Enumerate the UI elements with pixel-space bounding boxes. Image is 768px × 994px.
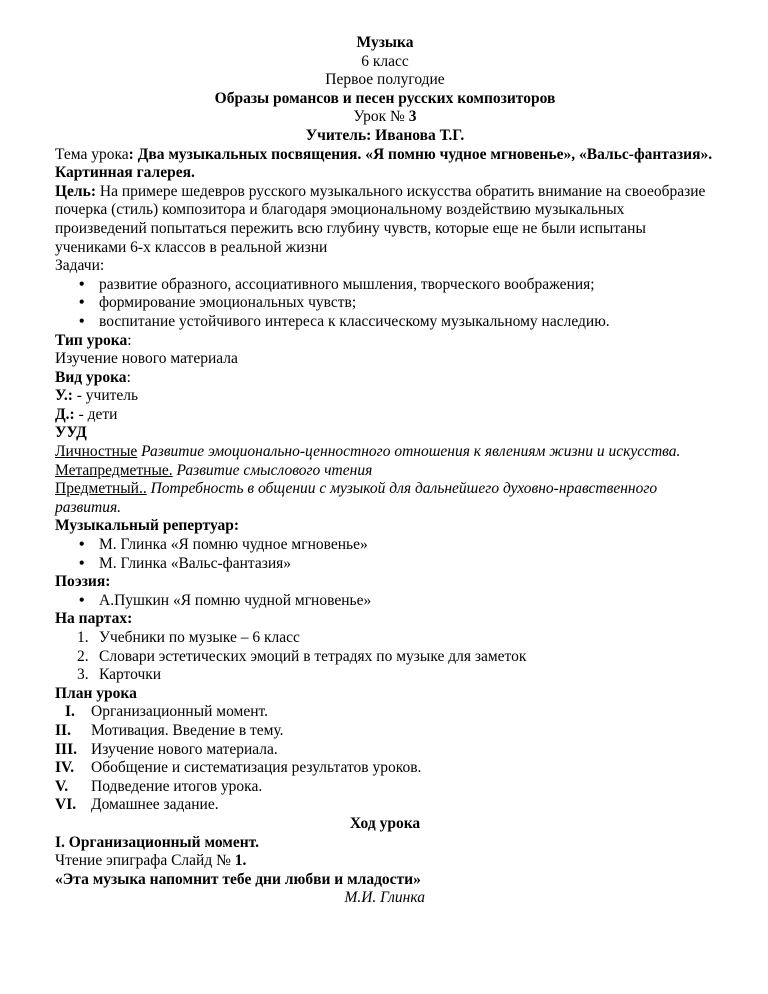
semester: Первое полугодие xyxy=(325,71,445,89)
lesson-number-line xyxy=(55,108,715,127)
list-text: Учебники по музыке – 6 класс xyxy=(99,629,300,646)
list-number: 2. xyxy=(77,647,89,665)
theme-title: Образы романсов и песен русских композиторов xyxy=(214,89,556,107)
list-item: • М. Глинка «Я помню чудное мгновенье» xyxy=(79,536,715,555)
plan-list xyxy=(55,703,715,815)
kids-abbr-value: - дети xyxy=(78,405,118,423)
list-item: • А.Пушкин «Я помню чудной мгновенье» xyxy=(79,592,715,611)
plan-text: Подведение итогов урока. xyxy=(91,777,263,795)
epigraph: «Эта музыка напомнит тебе дни любви и младости» xyxy=(55,870,421,888)
slide-text: Чтение эпиграфа Слайд № xyxy=(55,852,231,870)
uud-subject-text: Потребность в общении с музыкой для дальнейшего духовно-нравственного развития. xyxy=(55,480,658,516)
plan-item xyxy=(55,759,715,778)
tasks-list xyxy=(55,276,715,332)
epigraph-author: М.И. Глинка xyxy=(344,889,425,907)
plan-label: План урока xyxy=(55,684,137,702)
lesson-type-heading: Тип урока: xyxy=(55,331,132,349)
slide-number: 1. xyxy=(234,852,247,870)
list-text: Словари эстетических эмоций в тетрадях по музыке для заметок xyxy=(99,647,527,665)
list-item: • развитие образного, ассоциативного мышления, творческого воображения; xyxy=(79,276,715,295)
plan-number: VI. xyxy=(55,796,77,814)
kids-abbr: Д.: xyxy=(55,405,75,423)
uud-personal xyxy=(55,443,715,462)
list-item: • М. Глинка «Вальс-фантазия» xyxy=(79,555,715,574)
list-text: Карточки xyxy=(99,666,162,684)
uud-subject xyxy=(55,480,715,517)
plan-text: Изучение нового материала. xyxy=(91,740,278,758)
list-item: • воспитание устойчивого интереса к классическому музыкальному наследию. xyxy=(79,313,715,332)
teacher-name: Учитель: Иванова Т.Г. xyxy=(305,126,465,144)
uud-personal-label: Личностные xyxy=(55,443,138,461)
list-number: 3. xyxy=(77,666,89,684)
list-item xyxy=(77,648,715,667)
list-number: 1. xyxy=(77,629,89,646)
uud-personal-text: Развитие эмоционально-ценностного отношения к явлениям жизни и искусства. xyxy=(141,443,681,461)
goal-label: Цель: xyxy=(55,182,96,200)
slide-line xyxy=(55,852,715,871)
lesson-number: 3 xyxy=(408,108,417,126)
plan-number: V. xyxy=(55,777,69,795)
poetry-label: Поэзия: xyxy=(55,573,111,591)
uud-subject-label: Предметный.. xyxy=(55,480,147,498)
uud-meta-label: Метапредметные. xyxy=(55,461,173,479)
grade: 6 класс xyxy=(361,52,409,70)
tasks-label: Задачи: xyxy=(55,257,105,275)
lesson-label: Урок № xyxy=(353,108,405,126)
plan-number: III. xyxy=(55,740,77,758)
desks-list xyxy=(55,629,715,685)
topic-label: Тема урока xyxy=(55,145,129,163)
plan-item xyxy=(55,778,715,797)
uud-meta-text: Развитие смыслового чтения xyxy=(176,461,373,479)
kids-abbr-line xyxy=(55,406,715,425)
list-item xyxy=(77,666,715,685)
plan-text: Обобщение и систематизация результатов уроков. xyxy=(91,759,422,777)
repertoire-label: Музыкальный репертуар: xyxy=(55,517,240,535)
document-page xyxy=(55,34,715,908)
plan-item xyxy=(55,741,715,760)
goal-line xyxy=(55,183,715,257)
uud-label: УУД xyxy=(55,424,87,442)
list-item: • формирование эмоциональных чувств; xyxy=(79,294,715,313)
lesson-type-label: Тип урока xyxy=(55,331,128,349)
progress-section-label: I. Организационный момент. xyxy=(55,833,259,851)
repertoire-list xyxy=(55,536,715,573)
lesson-kind-label: Вид урока xyxy=(55,368,127,386)
plan-item xyxy=(55,703,715,722)
plan-text: Мотивация. Введение в тему. xyxy=(91,721,284,739)
teacher-abbr: У.: xyxy=(55,387,73,405)
teacher-abbr-value: - учитель xyxy=(76,387,139,405)
topic-line: Тема урока: Два музыкальных посвящения. «Я помню чудное мгновенье», «Вальс-фантазия». Картинная галерея. xyxy=(55,145,713,182)
plan-item xyxy=(55,722,715,741)
plan-number: II. xyxy=(55,721,71,739)
desks-label: На партах: xyxy=(55,610,133,628)
plan-text: Организационный момент. xyxy=(91,703,269,721)
subject-title: Музыка xyxy=(356,34,414,51)
plan-item xyxy=(55,796,715,815)
uud-meta xyxy=(55,462,715,481)
teacher-abbr-line xyxy=(55,387,715,406)
plan-number: I. xyxy=(65,703,75,721)
lesson-kind-heading: Вид урока: xyxy=(55,368,131,386)
poetry-list xyxy=(55,592,715,611)
topic-text: Два музыкальных посвящения. «Я помню чудное мгновенье», «Вальс-фантазия». Картинная галерея. xyxy=(55,145,713,182)
progress-title: Ход урока xyxy=(349,814,421,832)
plan-number: IV. xyxy=(55,759,75,777)
lesson-type-value: Изучение нового материала xyxy=(55,350,238,368)
goal-text: На примере шедевров русского музыкального искусства обратить внимание на своеобразие почерка (стиль) композитора и благодаря эмоциональному воздействию музыкальных произведений попытаться пережить всю глубину чувств, которые еще не были испытаны учениками 6-х классов в реальной жизни xyxy=(55,182,706,256)
plan-text: Домашнее задание. xyxy=(91,796,219,814)
list-item xyxy=(77,629,715,648)
